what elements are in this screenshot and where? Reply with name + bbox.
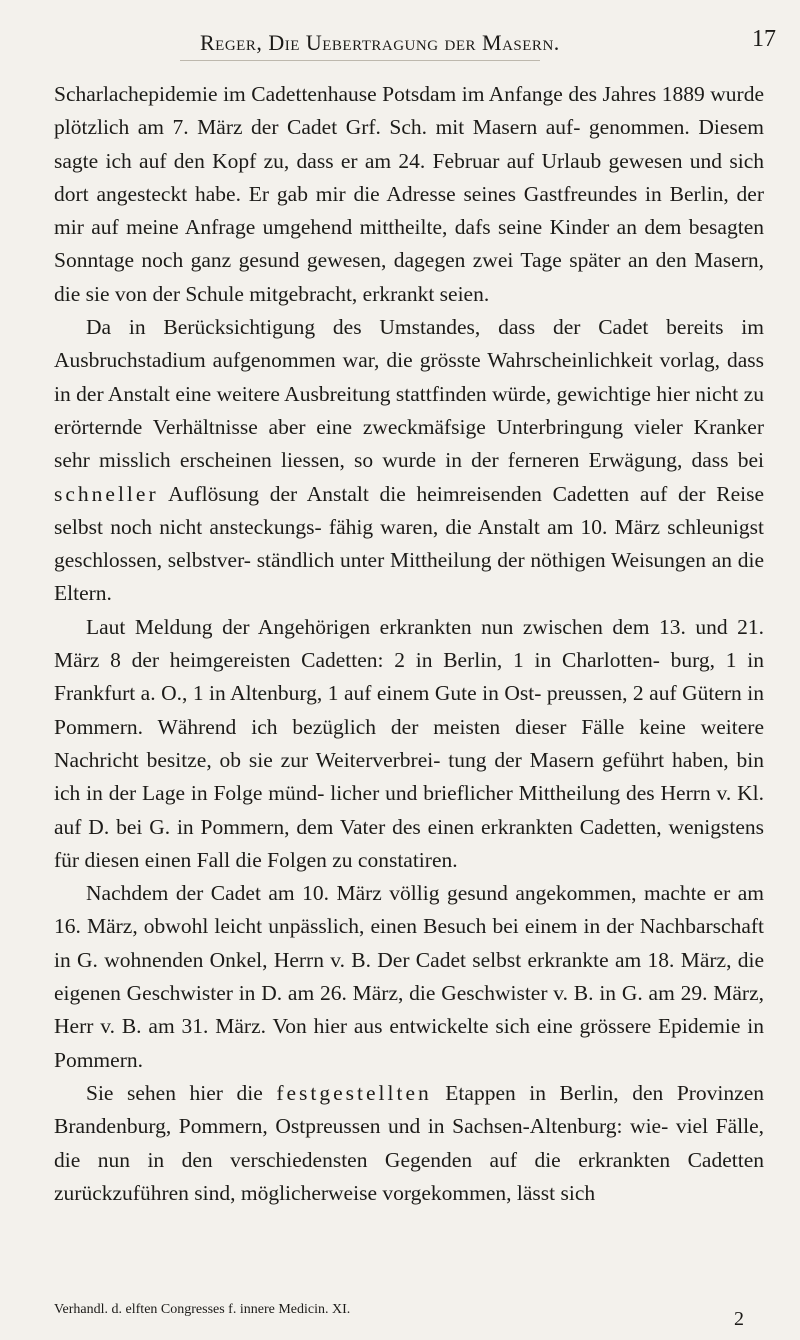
- paragraph-text: Laut Meldung der Angehörigen erkrankten nun zwischen dem 13. und 21. März 8 der heimgereisten Cadetten: 2 in Berlin, 1 in Charlotten- burg, 1 in Frankfurt a. O., 1 in Altenburg, 1 auf einem Gute in Ost- preussen, 2 auf Gütern in Pommern. Während ich bezüglich der meisten dieser Fälle keine weitere Nachricht besitze, ob sie zur Weiterverbrei- tung der Masern geführt haben, bin ich in der Lage in Folge münd- licher und brieflicher Mittheilung des Herrn v. Kl. auf D. bei G. in Pommern, dem Vater des einen erkrankten Cadetten, wenigstens für diesen einen Fall die Folgen zu constatiren.: [54, 614, 764, 872]
- paragraph-text: Da in Berücksichtigung des Umstandes, dass der Cadet bereits im Ausbruchstadium aufgenommen war, die grösste Wahrscheinlichkeit vorlag, dass in der Anstalt eine weitere Ausbreitung stattfinden würde, gewichtige hier nicht zu erörternde Verhältnisse aber eine zweckmäfsige Unterbringung vieler Kranker sehr misslich erscheinen liessen, so wurde in der ferneren Erwägung, dass bei: [54, 315, 764, 473]
- page-footer: [54, 1302, 764, 1332]
- paragraph-text: Etappen in Berlin, den Provinzen Brandenburg, Pommern, Ostpreussen und in Sachsen-Altenburg: wie- viel Fälle, die nun in den verschiedensten Gegenden auf die erkrankten Cadetten zurückzuführen sind, möglicherweise vorgekommen, lässt sich: [54, 1080, 764, 1205]
- proceedings-footnote: Verhandl. d. elften Congresses f. innere Medicin. XI.: [54, 1302, 351, 1317]
- body-text: [54, 78, 764, 1210]
- running-head: Reger, Die Uebertragung der Masern.: [200, 30, 560, 55]
- page-header: [0, 22, 800, 62]
- page-number: 17: [752, 26, 776, 52]
- paragraph-text: Scharlachepidemie im Cadettenhause Potsdam im Anfange des Jahres 1889 wurde plötzlich am 7. März der Cadet Grf. Sch. mit Masern auf- genommen. Diesem sagte ich auf den Kopf zu, dass er am 24. Februar auf Urlaub gewesen und sich dort angesteckt habe. Er gab mir die Adresse seines Gastfreundes in Berlin, der mir auf meine Anfrage umgehend mittheilte, dafs seine Kinder an dem besagten Sonntage noch ganz gesund gewesen, dagegen zwei Tage später an den Masern, die sie von der Schule mitgebracht, erkrankt seien.: [54, 82, 764, 306]
- paragraph-text: Nachdem der Cadet am 10. März völlig gesund angekommen, machte er am 16. März, obwohl leicht unpässlich, einen Besuch bei einem in der Nachbarschaft in G. wohnenden Onkel, Herrn v. B. Der Cadet selbst erkrankte am 18. März, die eigenen Geschwister in D. am 26. März, die Geschwister v. B. in G. am 29. März, Herr v. B. am 31. März. Von hier aus entwickelte sich eine grössere Epidemie in Pommern.: [54, 881, 764, 1072]
- signature-mark: 2: [734, 1308, 744, 1330]
- paragraph: [54, 311, 764, 611]
- emphasized-text: festgestellten: [276, 1080, 432, 1105]
- paragraph: [54, 877, 764, 1077]
- emphasized-text: schneller: [54, 481, 159, 506]
- paragraph: [54, 611, 764, 877]
- paragraph-text: Auflösung der Anstalt die heimreisenden Cadetten auf der Reise selbst noch nicht ansteckungs- fähig waren, die Anstalt am 10. März schleunigst geschlossen, selbstver- ständlich unter Mittheilung der nöthigen Weisungen an die Eltern.: [54, 481, 764, 606]
- header-rule: [180, 60, 540, 61]
- paragraph: [54, 1077, 764, 1210]
- paragraph: [54, 78, 764, 311]
- paragraph-text: Sie sehen hier die: [86, 1080, 277, 1105]
